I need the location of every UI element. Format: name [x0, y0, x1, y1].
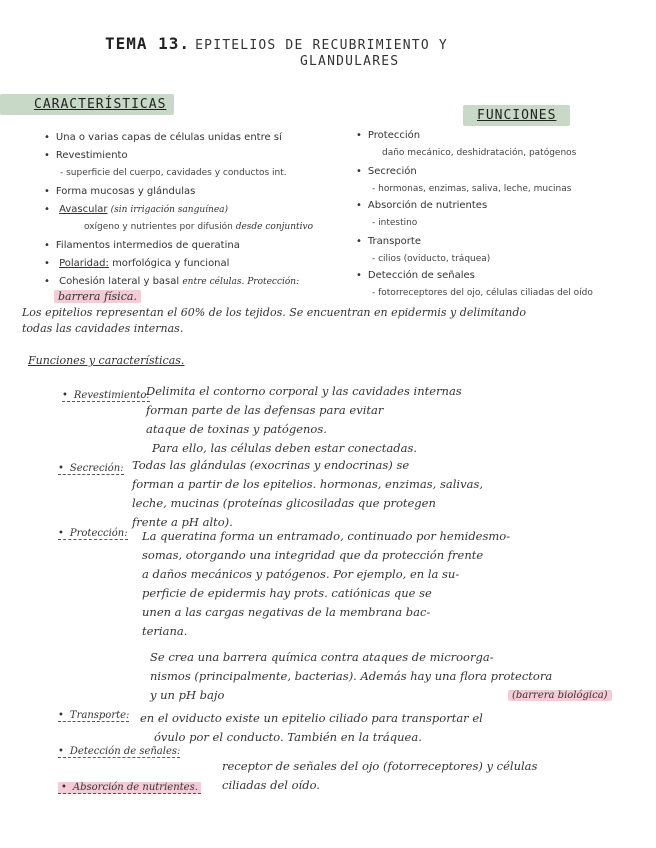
list-subitem: - superficie del cuerpo, cavidades y conductos int.	[60, 168, 287, 178]
entry-label-deteccion: • Detección de señales:	[58, 746, 180, 758]
entry-label-revestimiento: • Revestimiento:	[62, 390, 150, 402]
list-subitem	[84, 222, 313, 232]
funciones-heading-wrap	[463, 104, 570, 123]
entry-label-secrecion: • Secreción:	[58, 463, 124, 475]
cohesion-note: entre células. Protección:	[182, 277, 300, 287]
entry-label-proteccion: • Protección:	[58, 528, 128, 540]
list-item: • Filamentos intermedios de queratina	[44, 240, 240, 251]
caracteristicas-heading: CARACTERÍSTICAS	[0, 94, 174, 115]
list-item: • Protección	[356, 130, 420, 141]
list-item: • Revestimiento	[44, 150, 128, 161]
polaridad-text: morfológica y funcional	[112, 258, 230, 269]
title-number: TEMA 13.	[105, 34, 191, 53]
polaridad-label: Polaridad:	[59, 258, 109, 269]
caracteristicas-heading-wrap	[0, 93, 174, 112]
title-line2: GLANDULARES	[300, 54, 400, 69]
difusion-note: desde conjuntivo	[235, 222, 313, 232]
barrera-fisica-tag	[54, 290, 141, 303]
list-subitem: - hormonas, enzimas, saliva, leche, mucinas	[372, 184, 572, 194]
list-item: • Forma mucosas y glándulas	[44, 186, 195, 197]
list-item	[44, 276, 299, 287]
entry-text-deteccion: receptor de señales del ojo (fotorreceptores) y células ciliadas del oído.	[222, 759, 538, 792]
barrera-fisica-text: barrera física.	[54, 290, 141, 303]
entry-label-transporte: • Transporte:	[58, 710, 129, 722]
section2-heading: Funciones y características.	[28, 354, 185, 367]
entry-text-secrecion: Todas las glándulas (exocrinas y endocrinas) se forman a partir de los epitelios. hormonas, enzimas, salivas, leche, mucinas (proteínas glicosiladas que protegen frente a pH alto).	[132, 458, 484, 529]
barrera-biologica-tag: (barrera biológica)	[508, 690, 612, 701]
list-subitem: - intestino	[372, 218, 418, 228]
page-title	[105, 34, 448, 53]
entry-text-proteccion: La queratina forma un entramado, continuado por hemidesmo- somas, otorgando una integridad que da protección frente a daños mecánicos y patógenos. Por ejemplo, en la su- perficie de epidermis hay prots. catiónicas que se unen a las cargas negativas de la membrana bac- teriana.	[142, 529, 511, 638]
avascular-note: (sin irrigación sanguínea)	[110, 205, 229, 215]
list-item: • Absorción de nutrientes	[356, 200, 487, 211]
list-subitem: - fotorreceptores del ojo, células ciliadas del oído	[372, 288, 593, 298]
entry-label-absorcion: • Absorción de nutrientes.	[58, 782, 201, 793]
funciones-heading: FUNCIONES	[463, 105, 570, 126]
entry-text-revestimiento: Delimita el contorno corporal y las cavidades internas forman parte de las defensas para evitar ataque de toxinas y patógenos. Para ello, las células deben estar conectadas.	[146, 384, 462, 455]
list-item: • Una o varias capas de células unidas entre sí	[44, 132, 282, 143]
avascular-label: Avascular	[59, 204, 108, 215]
entry-extra-proteccion: Se crea una barrera química contra ataques de microorga- nismos (principalmente, bacterias). Además hay una flora protectora y un pH bajo	[150, 650, 553, 702]
list-item: • Detección de señales	[356, 270, 475, 281]
list-subitem: daño mecánico, deshidratación, patógenos	[382, 148, 577, 158]
summary-line1: Los epitelios representan el 60% de los tejidos. Se encuentran en epidermis y delimitando	[22, 306, 527, 319]
summary-line2: todas las cavidades internas.	[22, 322, 184, 335]
list-item	[44, 204, 228, 215]
entry-text-transporte: en el oviducto existe un epitelio ciliado para transportar el óvulo por el conducto. También en la tráquea.	[140, 711, 483, 744]
cohesion-text: Cohesión lateral y basal	[59, 276, 180, 287]
list-item: • Transporte	[356, 236, 421, 247]
list-item: • Secreción	[356, 166, 417, 177]
difusion-text: oxígeno y nutrientes por difusión	[84, 222, 233, 232]
list-item	[44, 258, 229, 269]
title-line1: EPITELIOS DE RECUBRIMIENTO Y	[195, 38, 448, 53]
list-subitem: - cilios (oviducto, tráquea)	[372, 254, 491, 264]
